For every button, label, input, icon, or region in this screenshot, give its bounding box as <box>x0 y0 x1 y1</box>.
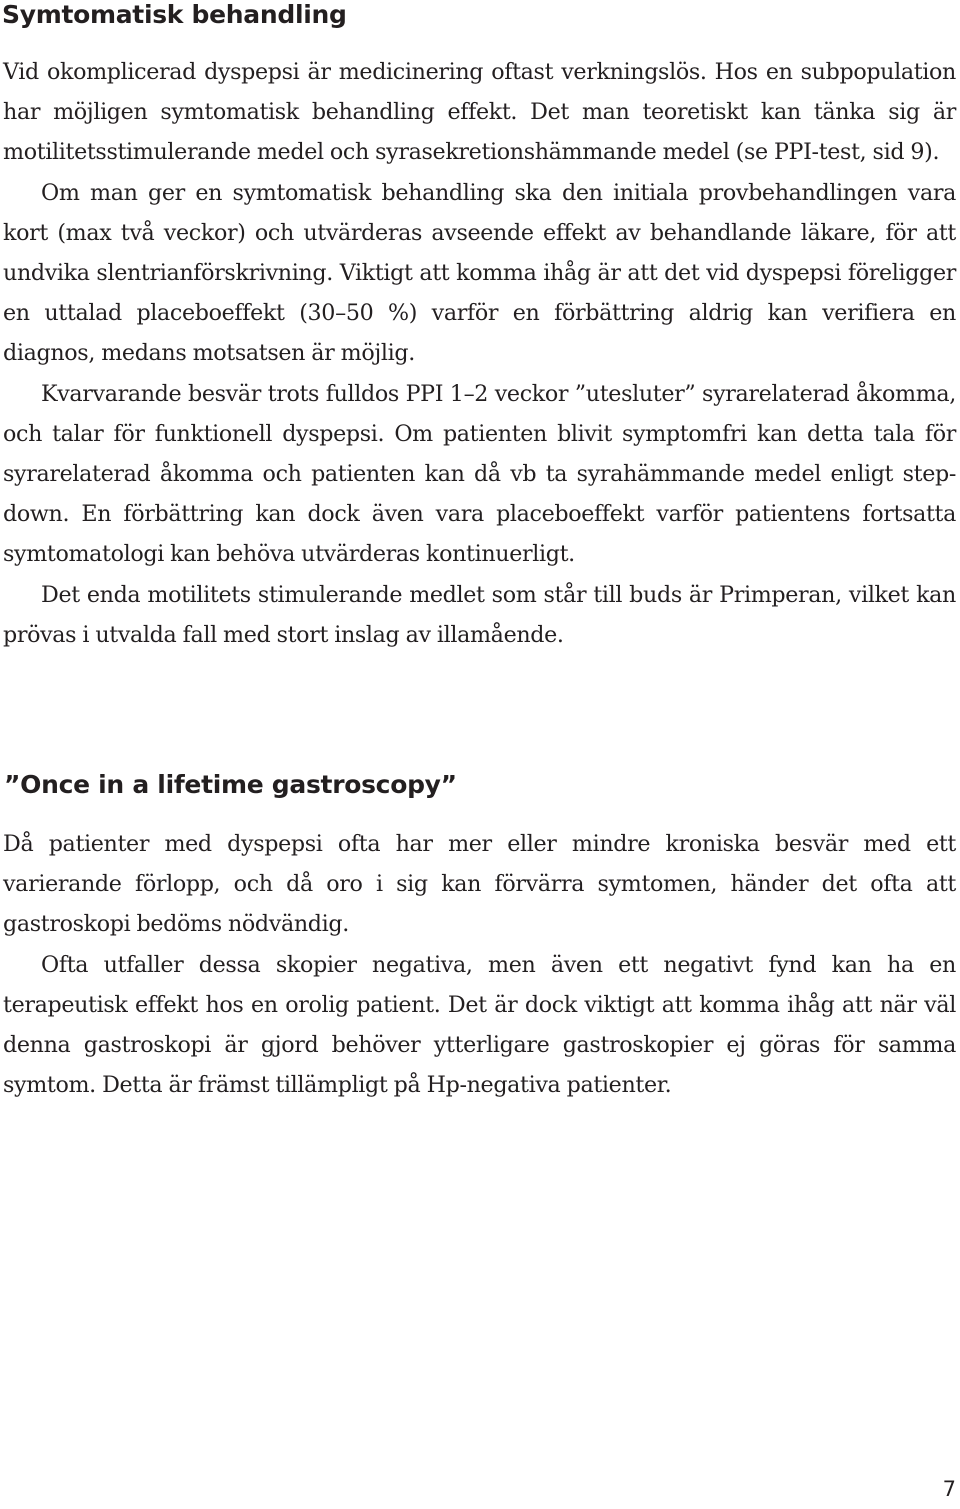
paragraph: Ofta utfaller dessa skopier negativa, men även ett negativt fynd kan ha en terapeutisk effekt hos en orolig patient. Det är dock viktigt att komma ihåg att när väl denna gastroskopi är gjord behöver ytterligare gastroskopier ej göras för samma symtom. Detta är främst tillämpligt på Hp-negativa patienter. <box>3 951 956 1099</box>
section-body-symptomatic-treatment <box>3 52 956 655</box>
page-number: 7 <box>942 1477 956 1501</box>
paragraph: Kvarvarande besvär trots fulldos PPI 1–2 veckor ”utesluter” syrarelaterad åkomma, och talar för funktionell dyspepsi. Om patienten blivit symptomfri kan detta tala för syrarelaterad åkomma och patienten kan då vb ta syrahämmande medel enligt step-down. En förbättring kan dock även vara placeboeffekt varför patientens fortsatta symtomatologi kan behöva utvärderas kontinuerligt. <box>3 380 956 568</box>
section-body-gastroscopy <box>3 824 956 1105</box>
paragraph: Vid okomplicerad dyspepsi är medicinering oftast verkningslös. Hos en subpopulation har möjligen symtomatisk behandling effekt. Det man teoretiskt kan tänka sig är motilitetsstimulerande medel och syrasekretionshämmande medel (se PPI-test, sid 9). <box>3 59 956 166</box>
section-heading-symptomatic-treatment: Symtomatisk behandling <box>2 0 347 29</box>
paragraph: Om man ger en symtomatisk behandling ska den initiala provbehandlingen vara kort (max två veckor) och utvärderas avseende effekt av behandlande läkare, för att undvika slentrianförskrivning. Viktigt att komma ihåg är att det vid dyspepsi föreligger en uttalad placeboeffekt (30–50 %) varför en förbättring aldrig kan verifiera en diagnos, medans motsatsen är möjlig. <box>3 179 956 367</box>
paragraph: Då patienter med dyspepsi ofta har mer eller mindre kroniska besvär med ett varierande förlopp, och då oro i sig kan förvärra symtomen, händer det ofta att gastroskopi bedöms nödvändig. <box>3 831 956 938</box>
section-heading-once-in-a-lifetime-gastroscopy: ”Once in a lifetime gastroscopy” <box>4 770 457 799</box>
paragraph: Det enda motilitets stimulerande medlet som står till buds är Primperan, vilket kan prövas i utvalda fall med stort inslag av illamående. <box>3 581 956 648</box>
